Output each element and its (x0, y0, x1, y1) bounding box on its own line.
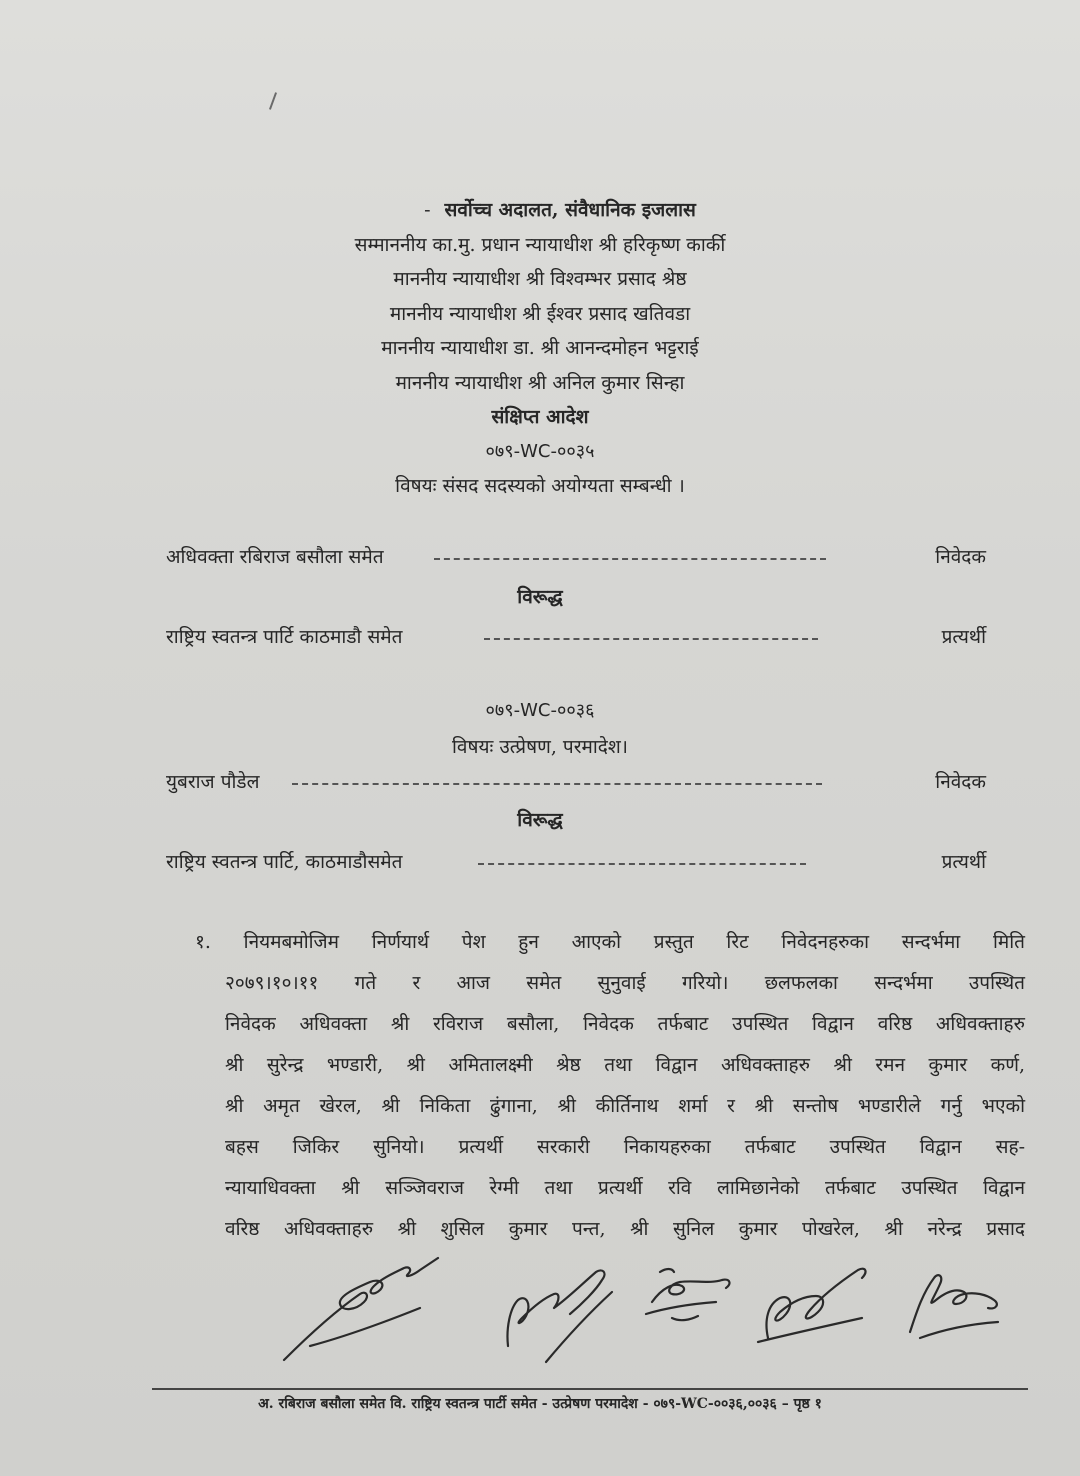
paragraph-line: न्यायाधिवक्ता श्री सञ्जिवराज रेग्मी तथा प्रत्यर्थी रवि लामिछानेको तर्फबाट उपस्थित विद्वान (225, 1177, 1025, 1199)
case2-respondent: राष्ट्रिय स्वतन्त्र पार्टि, काठमाडौसमेत (166, 851, 403, 873)
header-dash: - (424, 199, 431, 221)
paragraph-line: २०७९।१०।११ गते र आज समेत सुनुवाई गरियो। छलफलका सन्दर्भमा उपस्थित (225, 972, 1025, 994)
leader-dashes (434, 558, 826, 560)
case1-respondent: राष्ट्रिय स्वतन्त्र पार्टि काठमाडौ समेत (166, 626, 403, 648)
order-type: संक्षिप्त आदेश (491, 406, 589, 428)
judge-signatures (270, 1238, 1010, 1378)
leader-dashes (478, 863, 806, 865)
case1-versus: विरूद्ध (517, 586, 563, 608)
case2-number: ०७९-WC-००३६ (485, 700, 595, 721)
case2-petitioner: युबराज पौडेल (166, 771, 260, 793)
case2-petitioner-row (166, 768, 986, 798)
paragraph-line: श्री सुरेन्द्र भण्डारी, श्री अमितालक्ष्मी श्रेष्ठ तथा विद्वान अधिवक्ताहरु श्री रमन कुमार कर्ण, (225, 1054, 1025, 1076)
paragraph-line: बहस जिकिर सुनियो। प्रत्यर्थी सरकारी निकायहरुका तर्फबाट उपस्थित विद्वान सह- (225, 1136, 1025, 1158)
signature-2 (507, 1270, 604, 1346)
court-name-text: सर्वोच्च अदालत, संवैधानिक इजलास (444, 199, 696, 221)
case1-petitioner-role: निवेदक (935, 546, 986, 568)
stray-pen-mark (269, 92, 277, 110)
case2-petitioner-role: निवेदक (935, 771, 986, 793)
judge-line-2: माननीय न्यायाधीश श्री विश्वम्भर प्रसाद श्रेष्ठ (393, 268, 687, 290)
case1-subject: विषयः संसद सदस्यको अयोग्यता सम्बन्धी । (395, 475, 685, 497)
case1-respondent-row (166, 623, 986, 653)
case1-number: ०७९-WC-००३५ (485, 440, 595, 462)
leader-dashes (484, 638, 818, 640)
case1-respondent-role: प्रत्यर्थी (941, 626, 986, 648)
paragraph-line: निवेदक अधिवक्ता श्री रविराज बसौला, निवेदक तर्फबाट उपस्थित विद्वान वरिष्ठ अधिवक्ताहरु (225, 1013, 1025, 1035)
signature-3 (646, 1269, 729, 1320)
paragraph-line: वरिष्ठ अधिवक्ताहरु श्री शुसिल कुमार पन्त, श्री सुनिल कुमार पोखरेल, श्री नरेन्द्र प्रसाद (225, 1218, 1025, 1240)
signature-2-tail (546, 1292, 612, 1362)
signature-4-underline (758, 1318, 862, 1342)
order-paragraph-1 (195, 922, 1025, 1250)
signature-5-base (920, 1322, 998, 1338)
judge-line-3: माननीय न्यायाधीश श्री ईश्वर प्रसाद खतिवडा (389, 302, 691, 325)
signature-1-flourish (310, 1308, 420, 1346)
judge-line-4: माननीय न्यायाधीश डा. श्री आनन्दमोहन भट्टराई (381, 337, 699, 359)
case2-respondent-role: प्रत्यर्थी (941, 851, 986, 873)
judge-line-5: माननीय न्यायाधीश श्री अनिल कुमार सिन्हा (395, 371, 685, 394)
order-header (0, 193, 1080, 504)
case1-petitioner: अधिवक्ता रबिराज बसौला समेत (166, 546, 384, 568)
footer-rule (152, 1388, 1028, 1390)
page-footer: अ. रबिराज बसौला समेत वि. राष्ट्रिय स्वतन्त्र पार्टी समेत - उत्प्रेषण परमादेश - ०७९-WC-००३६,००३६ – पृष्ठ १ (258, 1396, 822, 1412)
case2-versus: विरूद्ध (517, 809, 563, 831)
paragraph-line: १. नियमबमोजिम निर्णयार्थ पेश हुन आएको प्रस्तुत रिट निवेदनहरुका सन्दर्भमा मिति (195, 931, 1025, 953)
case1-petitioner-row (166, 543, 986, 573)
leader-dashes (292, 783, 822, 785)
judge-line-1: सम्माननीय का.मु. प्रधान न्यायाधीश श्री हरिकृष्ण कार्की (354, 233, 726, 256)
case2-subject: विषयः उत्प्रेषण, परमादेश। (452, 736, 628, 758)
court-name (0, 193, 1080, 228)
paragraph-line: श्री अमृत खेरल, श्री निकिता ढुंगाना, श्री कीर्तिनाथ शर्मा र श्री सन्तोष भण्डारीले गर्नु भएको (225, 1095, 1025, 1117)
case2-respondent-row (166, 848, 986, 878)
